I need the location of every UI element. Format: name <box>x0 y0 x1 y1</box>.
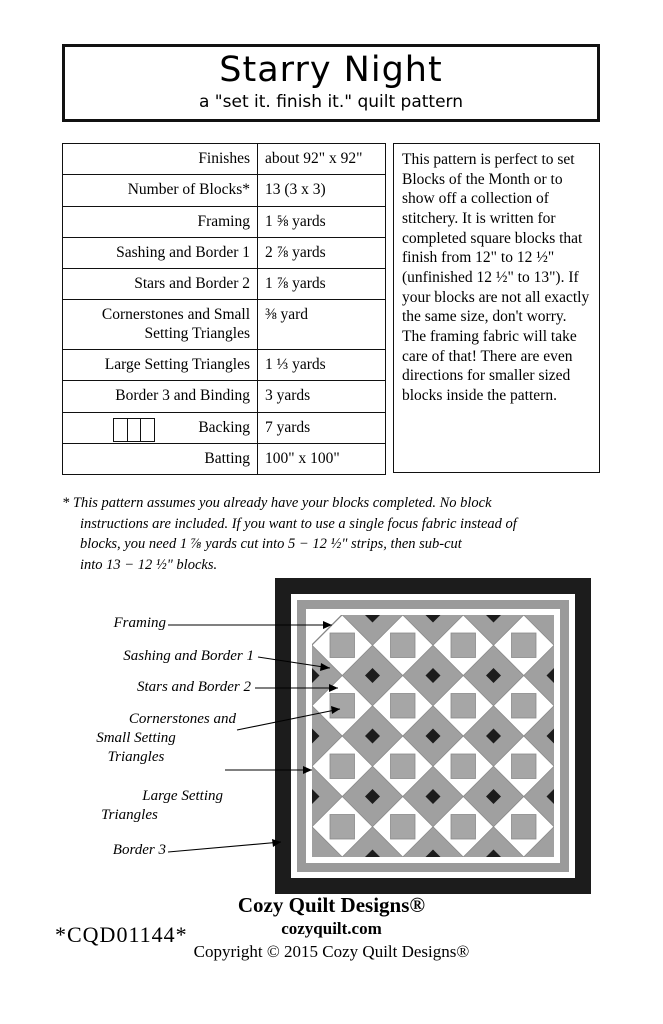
company-name: Cozy Quilt Designs® <box>237 893 426 917</box>
spec-label: Backing <box>198 418 250 436</box>
footnote-line-2: instructions are included. If you want to use a single focus fabric instead of <box>80 515 517 532</box>
label-border-3: Border 3 <box>112 842 166 858</box>
quilt-blocks-svg <box>312 615 554 857</box>
label-cornerstones-small-setting-triangles <box>36 710 236 768</box>
table-row <box>63 349 386 380</box>
quilt-diagram <box>275 578 591 894</box>
label-line-2: Small Setting <box>96 730 176 747</box>
label-large-setting-triangles <box>36 787 223 825</box>
sku-code: *CQD01144* <box>55 922 188 947</box>
description-box: This pattern is perfect to set Blocks of the Month or to show off a collection of stitchery. It is written for completed square blocks that finish from 12" to 12 ½" (unfinished 12 ½" to 13"). If your blocks are not all exactly the same size, don't worry. The framing fabric will take care of that! There are even directions for smaller sized blocks inside the pattern. <box>393 143 600 473</box>
spec-value: 1 ⅓ yards <box>258 349 386 380</box>
table-row <box>63 144 386 175</box>
spec-value: about 92" x 92" <box>258 144 386 175</box>
spec-label: Border 3 and Binding <box>63 381 258 412</box>
title-box <box>62 44 600 122</box>
spec-label-backing <box>63 412 258 443</box>
spec-value: ⅜ yard <box>258 300 386 350</box>
label-sashing-border-1: Sashing and Border 1 <box>123 648 254 664</box>
spec-value: 100" x 100" <box>258 443 386 474</box>
spec-label: Stars and Border 2 <box>63 269 258 300</box>
table-row <box>63 300 386 350</box>
table-row <box>63 206 386 237</box>
footnote-line-4: into 13 − 12 ½" blocks. <box>80 556 218 573</box>
table-row <box>63 175 386 206</box>
label-stars-border-2: Stars and Border 2 <box>136 679 251 695</box>
page-subtitle: a "set it. finish it." quilt pattern <box>198 91 464 112</box>
table-row <box>63 443 386 474</box>
footnote-line-1: * This pattern assumes you already have your blocks completed. No block <box>62 495 492 511</box>
label-line-1: Cornerstones and <box>128 711 236 727</box>
spec-value: 13 (3 x 3) <box>258 175 386 206</box>
spec-label: Sashing and Border 1 <box>63 237 258 268</box>
spec-value: 1 ⅝ yards <box>258 206 386 237</box>
spec-label: Framing <box>63 206 258 237</box>
spec-value: 3 yards <box>258 381 386 412</box>
footnote <box>62 493 607 575</box>
fabric-strips-icon <box>113 418 155 442</box>
table-row <box>63 412 386 443</box>
footnote-line-3: blocks, you need 1 ⅞ yards cut into 5 − 12 ½" strips, then sub-cut <box>80 536 462 553</box>
spec-label: Number of Blocks* <box>63 175 258 206</box>
specifications-table <box>62 143 386 475</box>
spec-value: 2 ⅞ yards <box>258 237 386 268</box>
label-line-3: Triangles <box>107 749 165 766</box>
website[interactable]: cozyquilt.com <box>281 919 382 938</box>
label-framing: Framing <box>113 615 166 631</box>
spec-label: Cornerstones and Small Setting Triangles <box>63 300 258 350</box>
label-line-2: Triangles <box>101 807 158 824</box>
copyright: Copyright © 2015 Cozy Quilt Designs® <box>193 942 470 961</box>
spec-label: Large Setting Triangles <box>63 349 258 380</box>
quilt-field <box>312 615 554 857</box>
spec-value: 1 ⅞ yards <box>258 269 386 300</box>
table-row <box>63 237 386 268</box>
spec-label: Finishes <box>63 144 258 175</box>
spec-label: Batting <box>63 443 258 474</box>
page-title: Starry Night <box>219 50 443 90</box>
table-row <box>63 381 386 412</box>
table-row <box>63 269 386 300</box>
label-line-1: Large Setting <box>142 788 223 804</box>
spec-value: 7 yards <box>258 412 386 443</box>
